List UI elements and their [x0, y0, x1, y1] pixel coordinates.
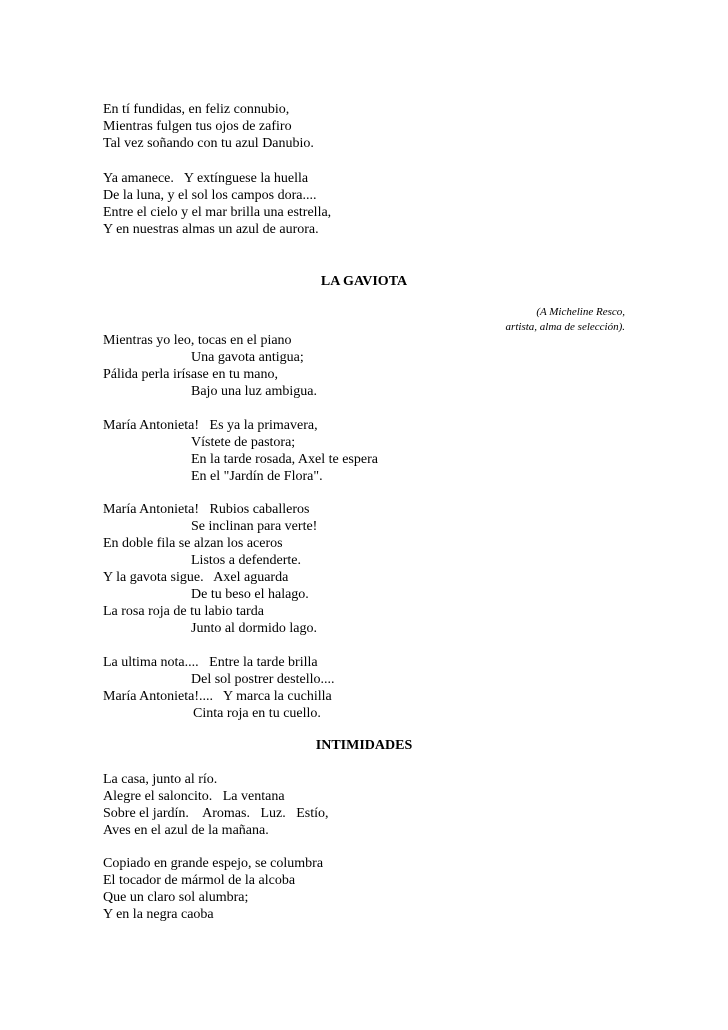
poem-stanza	[103, 170, 331, 238]
poem-stanza	[103, 417, 378, 485]
verse-line: La casa, junto al río.	[103, 772, 218, 787]
verse-line: Listos a defenderte.	[191, 553, 302, 568]
verse-line: Una gavota antigua;	[191, 350, 304, 365]
verse-line: Sobre el jardín. Aromas. Luz. Estío,	[103, 806, 329, 821]
verse-line: Que un claro sol alumbra;	[103, 890, 249, 905]
verse-line: En doble fila se alzan los aceros	[103, 536, 283, 551]
dedication-line: artista, alma de selección).	[505, 321, 625, 333]
verse-line: Pálida perla irísase en tu mano,	[103, 367, 278, 382]
dedication	[506, 305, 625, 335]
verse-line: En tí fundidas, en feliz connubio,	[103, 102, 290, 117]
verse-line: Copiado en grande espejo, se columbra	[103, 856, 324, 871]
poem-title: LA GAVIOTA	[320, 274, 408, 289]
verse-line: Y en nuestras almas un azul de aurora.	[103, 222, 319, 237]
verse-line: Tal vez soñando con tu azul Danubio.	[103, 136, 314, 151]
poem-title: INTIMIDADES	[315, 738, 413, 753]
verse-line: Bajo una luz ambigua.	[191, 384, 317, 399]
verse-line: La ultima nota.... Entre la tarde brilla	[103, 655, 318, 670]
verse-line: Cinta roja en tu cuello.	[193, 706, 321, 721]
verse-line: Y en la negra caoba	[103, 907, 214, 922]
verse-line: En la tarde rosada, Axel te espera	[191, 452, 378, 467]
verse-line: Se inclinan para verte!	[191, 519, 318, 534]
poem-stanza	[103, 101, 314, 152]
verse-line: Alegre el saloncito. La ventana	[103, 789, 285, 804]
dedication-line: (A Micheline Resco,	[536, 306, 625, 318]
verse-line: María Antonieta! Es ya la primavera,	[103, 418, 318, 433]
verse-line: El tocador de mármol de la alcoba	[103, 873, 296, 888]
verse-line: María Antonieta! Rubios caballeros	[103, 502, 310, 517]
verse-line: Aves en el azul de la mañana.	[103, 823, 269, 838]
verse-line: De la luna, y el sol los campos dora....	[103, 188, 317, 203]
verse-line: Entre el cielo y el mar brilla una estrella,	[103, 205, 332, 220]
poem-stanza	[103, 501, 317, 637]
verse-line: En el "Jardín de Flora".	[191, 469, 323, 484]
verse-line: Mientras fulgen tus ojos de zafiro	[103, 119, 292, 134]
verse-line: La rosa roja de tu labio tarda	[103, 604, 264, 619]
verse-line: María Antonieta!.... Y marca la cuchilla	[103, 689, 332, 704]
poem-stanza	[103, 332, 317, 400]
poem-stanza	[103, 654, 334, 722]
poem-stanza	[103, 771, 329, 839]
verse-line: Junto al dormido lago.	[191, 621, 317, 636]
poem-stanza	[103, 855, 323, 923]
verse-line: Vístete de pastora;	[191, 435, 296, 450]
verse-line: De tu beso el halago.	[191, 587, 309, 602]
verse-line: Y la gavota sigue. Axel aguarda	[103, 570, 289, 585]
verse-line: Mientras yo leo, tocas en el piano	[103, 333, 292, 348]
verse-line: Ya amanece. Y extínguese la huella	[103, 171, 309, 186]
verse-line: Del sol postrer destello....	[191, 672, 335, 687]
